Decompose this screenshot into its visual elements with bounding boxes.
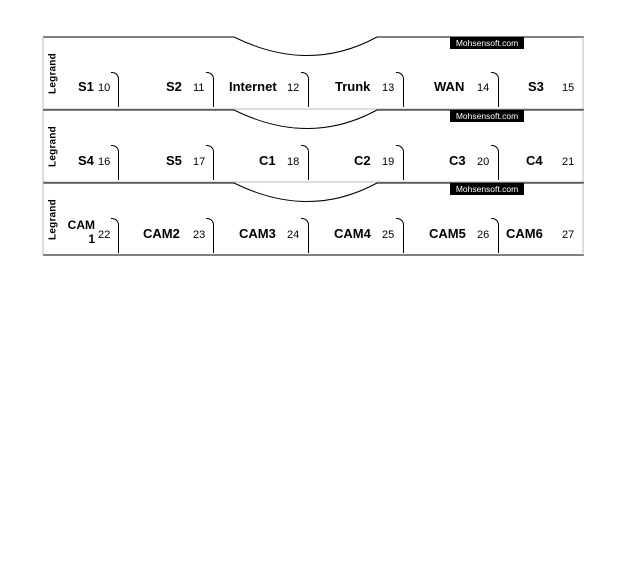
watermark: Mohsensoft.com — [450, 37, 524, 49]
port-divider — [396, 72, 404, 107]
label-strip-2 — [43, 109, 584, 183]
brand-logo: Legrand — [47, 126, 59, 167]
port-number: 10 — [98, 82, 111, 94]
port-number: 12 — [287, 82, 300, 94]
port-label: C2 — [354, 153, 371, 168]
port-number: 24 — [287, 229, 300, 241]
port-divider — [491, 72, 499, 107]
port-divider — [301, 218, 309, 253]
port-label: C3 — [449, 153, 466, 168]
watermark: Mohsensoft.com — [450, 183, 524, 195]
port-label: WAN — [434, 79, 465, 94]
port-divider — [491, 145, 499, 180]
port-divider — [301, 145, 309, 180]
port-number: 27 — [562, 229, 575, 241]
port-label: CAM2 — [143, 226, 180, 241]
port-divider — [111, 145, 119, 180]
port-label: C1 — [259, 153, 276, 168]
port-number: 20 — [477, 156, 490, 168]
port-divider — [111, 218, 119, 253]
port-divider — [491, 218, 499, 253]
port-label: S4 — [78, 153, 94, 168]
port-label: S2 — [166, 79, 182, 94]
port-number: 21 — [562, 156, 575, 168]
port-divider — [206, 218, 214, 253]
port-label: C4 — [526, 153, 543, 168]
port-divider — [206, 145, 214, 180]
port-label: S1 — [78, 79, 94, 94]
port-number: 26 — [477, 229, 490, 241]
port-label: CAM 1 — [67, 218, 95, 246]
port-number: 15 — [562, 82, 575, 94]
port-number: 23 — [193, 229, 206, 241]
port-number: 11 — [193, 82, 205, 94]
port-number: 25 — [382, 229, 395, 241]
port-number: 17 — [193, 156, 206, 168]
port-label: Trunk — [335, 79, 371, 94]
port-divider — [111, 72, 119, 107]
port-number: 18 — [287, 156, 300, 168]
port-label: S3 — [528, 79, 544, 94]
port-label: CAM6 — [506, 226, 543, 241]
port-divider — [301, 72, 309, 107]
port-label: CAM3 — [239, 226, 276, 241]
watermark: Mohsensoft.com — [450, 110, 524, 122]
port-label: CAM5 — [429, 226, 466, 241]
brand-logo: Legrand — [47, 53, 59, 94]
port-label: S5 — [166, 153, 182, 168]
port-number: 22 — [98, 229, 111, 241]
label-strip-3 — [43, 182, 584, 256]
port-number: 14 — [477, 82, 490, 94]
port-number: 16 — [98, 156, 111, 168]
port-divider — [396, 218, 404, 253]
port-number: 13 — [382, 82, 395, 94]
port-divider — [206, 72, 214, 107]
port-divider — [396, 145, 404, 180]
port-number: 19 — [382, 156, 395, 168]
port-label: CAM4 — [334, 226, 371, 241]
brand-logo: Legrand — [47, 199, 59, 240]
port-label: Internet — [229, 79, 277, 94]
label-strip-1 — [43, 36, 584, 110]
